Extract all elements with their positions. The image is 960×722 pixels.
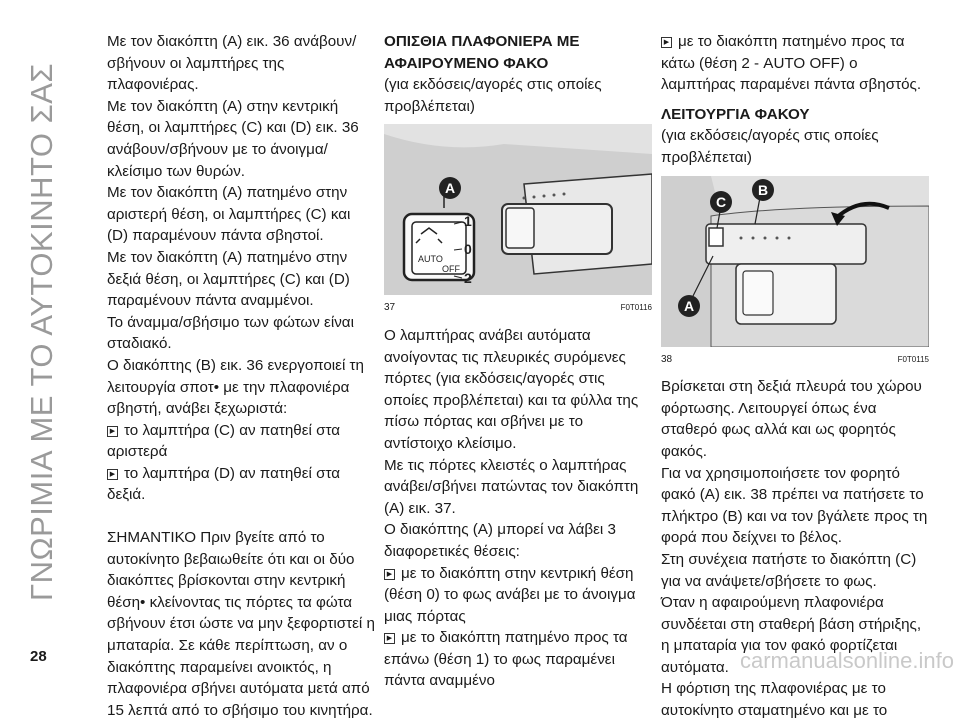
paragraph: Ο διακόπτης (B) εικ. 36 ενεργοποιεί τη λειτουργία σποτ• με την πλαφονιέρα σβηστή, ανάβει ξεχωριστά: — [107, 356, 364, 418]
paragraph: Για να χρησιμοποιήσετε τον φορητό φακό (A) εικ. 38 πρέπει να πατήσετε το πλήκτρο (B) και να τον βγάλετε προς τη φορά που δείχνει το βέλος. — [661, 464, 928, 547]
paragraph: Το άναμμα/σβήσιμο των φώτων είναι σταδιακό. — [107, 313, 354, 353]
bullet-item: ▶ το λαμπτήρα (C) αν πατηθεί στα αριστερά — [107, 420, 375, 463]
paragraph: Με τις πόρτες κλειστές ο λαμπτήρας ανάβει/σβήνει πατώντας τον διακόπτη (A) εικ. 37. — [384, 456, 639, 517]
label-b: B — [758, 181, 769, 198]
watermark: carmanualsonline.info — [739, 648, 954, 673]
section-heading: ΛΕΙΤΟΥΡΓΙΑ ΦΑΚΟΥ — [661, 105, 810, 123]
figure-caption — [661, 349, 929, 371]
off-label: OFF — [442, 264, 460, 275]
position-1-label: 1 — [464, 213, 472, 230]
paragraph: Με τον διακόπτη (A) εικ. 36 ανάβουν/σβήνουν οι λαμπτήρες της πλαφονιέρας. — [107, 33, 357, 94]
bullet-arrow-icon — [384, 629, 401, 646]
label-a: A — [445, 180, 456, 197]
position-2-label: 2 — [464, 270, 472, 287]
bullet-arrow-icon — [107, 422, 124, 439]
paragraph: Με τον διακόπτη (A) πατημένο στην δεξιά θέση, οι λαμπτήρες (C) και (D) παραμένουν πάντα αναμμένοι. — [107, 248, 350, 310]
figure-caption — [384, 297, 652, 319]
paragraph: Με τον διακόπτη (A) πατημένο στην αριστερή θέση, οι λαμπτήρες (C) και (D) παραμένουν πάντα σβηστοί. — [107, 184, 351, 245]
figure-38-torch — [661, 176, 929, 347]
section-heading: ΟΠΙΣΘΙΑ ΠΛΑΦΟΝΙΕΡΑ ΜΕ ΑΦΑΙΡΟΥΜΕΝΟ ΦΑΚΟ — [384, 33, 580, 72]
bullet-item: ▶ το λαμπτήρα (D) αν πατηθεί στα δεξιά. — [107, 463, 375, 506]
bullet-arrow-icon — [661, 33, 678, 50]
torch-illustration — [661, 176, 929, 347]
paragraph: Ο λαμπτήρας ανάβει αυτόματα ανοίγοντας τις πλευρικές συρόμενες πόρτες (για εκδόσεις/αγορές στις οποίες προβλέπεται) και τα φύλλα της πίσω πόρτας και σβήνει με το αντίστοιχο κλείσιμο. — [384, 326, 639, 452]
bullet-arrow-icon — [107, 465, 124, 482]
paragraph: Η φόρτιση της πλαφονιέρας με το αυτοκίνητο σταματημένο και με το — [661, 680, 888, 720]
page-number: 28 — [30, 648, 47, 665]
paragraph: Στη συνέχεια πατήστε το διακόπτη (C) για να ανάψετε/σβήσετε το φως. — [661, 550, 917, 590]
auto-label: AUTO — [418, 254, 443, 265]
section-subtitle: (για εκδόσεις/αγορές στις οποίες προβλέπεται) — [384, 76, 602, 115]
bullet-item: ▶ με το διακόπτη πατημένο προς τα κάτω (θέση 2 - AUTO OFF) ο λαμπτήρας παραμένει πάντα σβηστός. — [661, 31, 929, 96]
column-2 — [384, 31, 652, 692]
paragraph: Με τον διακόπτη (A) στην κεντρική θέση, οι λαμπτήρες (C) και (D) εικ. 36 ανάβουν/σβήνουν με το άνοιγμα/κλείσιμο των θυρών. — [107, 97, 359, 180]
figure-number: 38 — [661, 353, 673, 365]
section-subtitle: (για εκδόσεις/αγορές στις οποίες προβλέπεται) — [661, 127, 879, 166]
figure-code: F0T0115 — [897, 354, 929, 364]
label-c: C — [716, 193, 727, 210]
position-0-label: 0 — [464, 241, 472, 258]
bullet-item: ▶ με το διακόπτη πατημένο προς τα επάνω (θέση 1) το φως παραμένει πάντα αναμμένο — [384, 627, 652, 692]
figure-37-rear-light — [384, 124, 652, 295]
bullet-arrow-icon — [384, 565, 401, 582]
figure-number: 37 — [384, 302, 396, 314]
paragraph: Ο διακόπτης (A) μπορεί να λάβει 3 διαφορετικές θέσεις: — [384, 521, 616, 560]
rear-light-illustration — [384, 124, 652, 295]
figure-code: F0T0116 — [620, 303, 652, 313]
paragraph: Βρίσκεται στη δεξιά πλευρά του χώρου φόρτωσης. Λειτουργεί όπως ένα σταθερό φως αλλά και ως φορητός φακός. — [661, 378, 922, 460]
chapter-side-title: ΓΝΩΡΙΜΙΑ ΜΕ ΤΟ ΑΥΤΟΚΙΝΗΤΟ ΣΑΣ — [24, 62, 59, 602]
label-a: A — [684, 297, 695, 314]
important-note: ΣΗΜΑΝΤΙΚΟ Πριν βγείτε από το αυτοκίνητο βεβαιωθείτε ότι και οι δύο διακόπτες βρίσκονται στην κεντρική θέση• κλείνοντας τις πόρτες τα φώτα σβήνουν έτσι ώστε να μην ξεφορτιστεί η μπαταρία. Σε κάθε περίπτωση, αν ο διακόπτης παραμείνει ανοικτός, η πλαφονιέρα σβήνει αυτόματα μετά από 15 λεπτά από το σβήσιμο του κινητήρα. — [107, 529, 375, 719]
column-1 — [107, 31, 375, 721]
column-3 — [661, 31, 929, 722]
bullet-item: ▶ με το διακόπτη στην κεντρική θέση (θέση 0) το φως ανάβει με το άνοιγμα μιας πόρτας — [384, 563, 652, 628]
paragraph: Όταν η αφαιρούμενη πλαφονιέρα συνδέεται στη σταθερή βάση στήριξης, η μπαταρία για τον φακό φορτίζεται αυτόματα. — [661, 594, 922, 676]
